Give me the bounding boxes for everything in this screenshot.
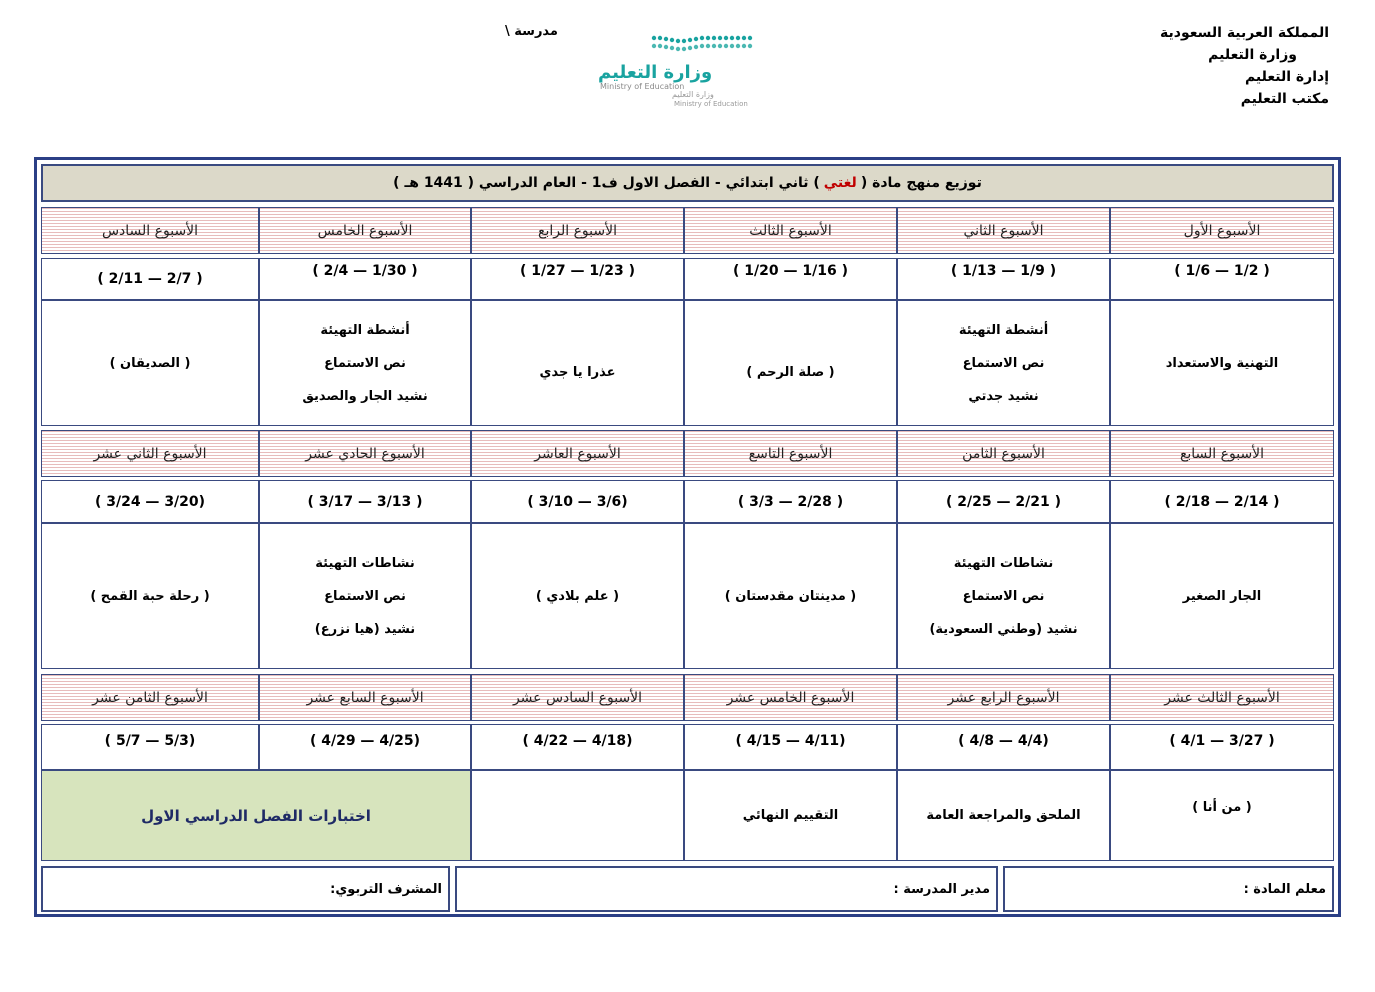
week-dates: ( 2/21 — 2/25 ) [897,480,1110,523]
title-suffix: ) ثاني ابتدائي - الفصل الاول ف1 - العام الدراسي ( 1441 هـ ) [393,175,820,191]
week-dates: ( 2/14 — 2/18 ) [1110,480,1334,523]
week-lessons [684,300,897,426]
week-lessons [471,523,684,669]
week-lessons [1110,300,1334,426]
week-lessons [684,523,897,669]
week-lessons [897,770,1110,861]
ministry-logo [596,32,761,112]
header-line-kingdom: المملكة العربية السعودية [1160,25,1329,41]
week-dates: (3/6 — 3/10 ) [471,480,684,523]
table-title [41,164,1334,202]
ministry-logo-dots-icon [596,32,761,62]
lesson-item: ( الصديقان ) [109,355,191,371]
lesson-item: ( مدينتان مقدستان ) [724,588,857,604]
week-dates: ( 2/7 — 2/11 ) [41,258,259,300]
lesson-item: نص الاستماع [962,588,1045,604]
logo-arabic-text: وزارة التعليم [598,62,713,83]
week-dates: ( 1/23 — 1/27 ) [471,258,684,300]
footer-principal: مدير المدرسة : [455,866,998,912]
week-header: الأسبوع الثامن عشر [41,674,259,721]
week-dates: (4/11 — 4/15 ) [684,724,897,770]
lesson-item: أنشطة التهيئة [958,322,1049,338]
week-dates: ( 1/16 — 1/20 ) [684,258,897,300]
lesson-item: ( رحلة حبة القمح ) [90,588,210,604]
week-lessons [259,523,471,669]
lesson-item: عذرا يا جدي [539,364,616,380]
week-dates: ( 1/9 — 1/13 ) [897,258,1110,300]
week-lessons [259,300,471,426]
lesson-item: نص الاستماع [962,355,1045,371]
week-header: الأسبوع الخامس [259,207,471,254]
footer-teacher: معلم المادة : [1003,866,1334,912]
lesson-item: نشاطات التهيئة [953,555,1054,571]
week-header: الأسبوع السابع [1110,430,1334,477]
header-ministry-block [1160,22,1329,110]
footer-supervisor: المشرف التربوي: [41,866,450,912]
week-header: الأسبوع الثالث عشر [1110,674,1334,721]
week-header: الأسبوع الثامن [897,430,1110,477]
lesson-item: أنشطة التهيئة [320,322,410,338]
week-header: الأسبوع الثاني عشر [41,430,259,477]
lesson-item: الجار الصغير [1182,588,1262,604]
lesson-item: ( صلة الرحم ) [746,364,835,380]
week-header: الأسبوع السادس [41,207,259,254]
week-lessons [41,523,259,669]
week-dates: (3/20 — 3/24 ) [41,480,259,523]
week-lessons [1110,770,1334,861]
lesson-item: نشيد (هيا نزرع) [314,621,416,637]
lesson-item: ( من أنا ) [1192,800,1252,815]
week-lessons [41,300,259,426]
week-header: الأسبوع الثاني [897,207,1110,254]
week-lessons [897,300,1110,426]
week-dates: ( 1/30 — 2/4 ) [259,258,471,300]
week-header: الأسبوع السابع عشر [259,674,471,721]
week-lessons [684,770,897,861]
week-dates: ( 3/27 — 4/1 ) [1110,724,1334,770]
logo-english-small-text: Ministry of Education [674,100,748,108]
logo-arabic-small-text: وزارة التعليم [672,90,714,99]
header-line-ministry: وزارة التعليم [1208,47,1297,63]
lesson-item: نشاطات التهيئة [315,555,415,571]
week-dates: (4/18 — 4/22 ) [471,724,684,770]
week-header: الأسبوع الخامس عشر [684,674,897,721]
lesson-item: ( علم بلادي ) [535,588,620,604]
week-dates: ( 3/13 — 3/17 ) [259,480,471,523]
lesson-item: نص الاستماع [324,355,406,371]
lesson-item: الملحق والمراجعة العامة [926,808,1081,823]
week-header: الأسبوع الحادي عشر [259,430,471,477]
week-header: الأسبوع الرابع [471,207,684,254]
week-header: الأسبوع التاسع [684,430,897,477]
week-lessons [897,523,1110,669]
week-dates: ( 1/2 — 1/6 ) [1110,258,1334,300]
lesson-item: نص الاستماع [324,588,406,604]
lesson-item: التقييم النهائي [742,808,839,823]
week-lessons [471,770,684,861]
week-header: الأسبوع الثالث [684,207,897,254]
week-dates: (4/25 — 4/29 ) [259,724,471,770]
logo-english-text: Ministry of Education [600,82,685,91]
lesson-item: نشيد (وطني السعودية) [929,621,1078,637]
week-dates: (4/4 — 4/8 ) [897,724,1110,770]
week-header: الأسبوع الأول [1110,207,1334,254]
lesson-item: نشيد الجار والصديق [302,388,428,404]
title-prefix: توزيع منهج مادة ( [860,175,982,191]
school-label: مدرسة \ [505,24,558,39]
week-lessons [1110,523,1334,669]
header-line-administration: إدارة التعليم [1244,69,1329,85]
lesson-item: التهنية والاستعداد [1165,355,1279,371]
lesson-item: نشيد جدتي [968,388,1039,404]
title-subject: لغتي [823,175,857,191]
week-dates: ( 2/28 — 3/3 ) [684,480,897,523]
week-header: الأسبوع العاشر [471,430,684,477]
exams-cell: اختبارات الفصل الدراسي الاول [41,770,471,861]
week-dates: (5/3 — 5/7 ) [41,724,259,770]
week-header: الأسبوع الرابع عشر [897,674,1110,721]
week-lessons [471,300,684,426]
header-line-office: مكتب التعليم [1240,91,1329,107]
week-header: الأسبوع السادس عشر [471,674,684,721]
